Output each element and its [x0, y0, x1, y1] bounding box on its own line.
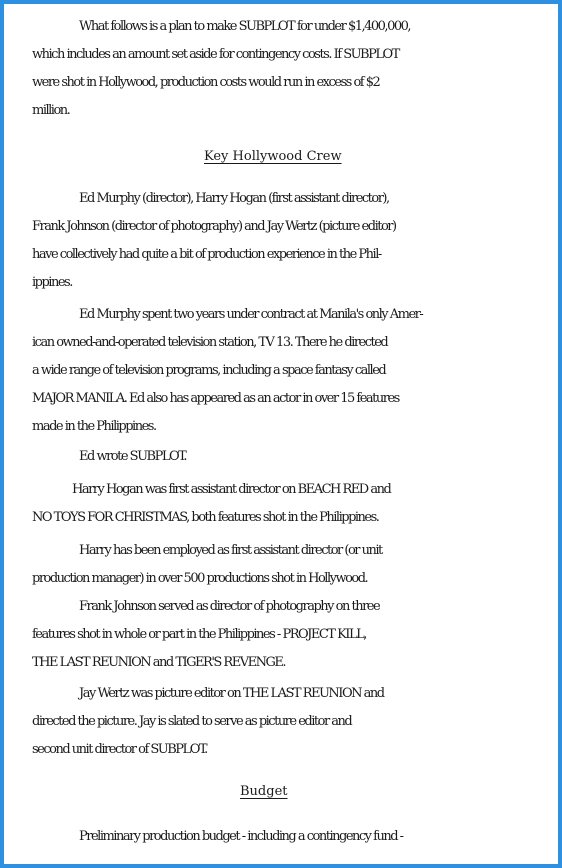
para6-line-1: Harry has been employed as first assistant director (or unit	[79, 543, 382, 558]
heading-crew-text: Key Hollywood Crew	[204, 149, 342, 164]
section-heading-budget	[240, 778, 562, 806]
section-heading-crew	[204, 143, 562, 171]
para5-line-2: NO TOYS FOR CHRISTMAS, both features shot in the Philippines.	[32, 510, 379, 525]
para6-line-2: production manager) in over 500 productions shot in Hollywood.	[32, 571, 368, 586]
para5-line-1: Harry Hogan was first assistant director on BEACH RED and	[72, 482, 391, 497]
para3-line-1: Ed Murphy spent two years under contract at Manila's only Amer-	[79, 307, 423, 322]
para8-line-2: directed the picture. Jay is slated to serve as picture editor and	[32, 714, 352, 729]
para7-line-1: Frank Johnson served as director of photography on three	[79, 599, 380, 614]
para3-line-3: a wide range of television programs, including a space fantasy called	[32, 363, 386, 378]
para3-line-5: made in the Philippines.	[32, 419, 156, 434]
heading-budget-text: Budget	[240, 784, 288, 799]
para4-line-1: Ed wrote SUBPLOT.	[79, 449, 187, 464]
para2-line-3: have collectively had quite a bit of production experience in the Phil-	[32, 247, 381, 262]
para1-line-1: What follows is a plan to make SUBPLOT for under $1,400,000,	[79, 19, 411, 34]
para3-line-4: MAJOR MANILA. Ed also has appeared as an actor in over 15 features	[32, 391, 399, 406]
para9-line-1: Preliminary production budget - including a contingency fund -	[79, 829, 403, 844]
para3-line-2: ican owned-and-operated television station, TV 13. There he directed	[32, 335, 388, 350]
para1-line-4: million.	[32, 103, 70, 118]
para8-line-3: second unit director of SUBPLOT.	[32, 742, 207, 757]
para2-line-4: ippines.	[32, 275, 72, 290]
para1-line-2: which includes an amount set aside for contingency costs. If SUBPLOT	[32, 47, 399, 62]
para2-line-1: Ed Murphy (director), Harry Hogan (first assistant director),	[79, 191, 389, 206]
para7-line-2: features shot in whole or part in the Philippines - PROJECT KILL,	[32, 627, 366, 642]
para2-line-2: Frank Johnson (director of photography) and Jay Wertz (picture editor)	[32, 219, 396, 234]
para1-line-3: were shot in Hollywood, production costs would run in excess of $2	[32, 75, 380, 90]
para7-line-3: THE LAST REUNION and TIGER'S REVENGE.	[32, 655, 285, 670]
para8-line-1: Jay Wertz was picture editor on THE LAST REUNION and	[79, 686, 384, 701]
